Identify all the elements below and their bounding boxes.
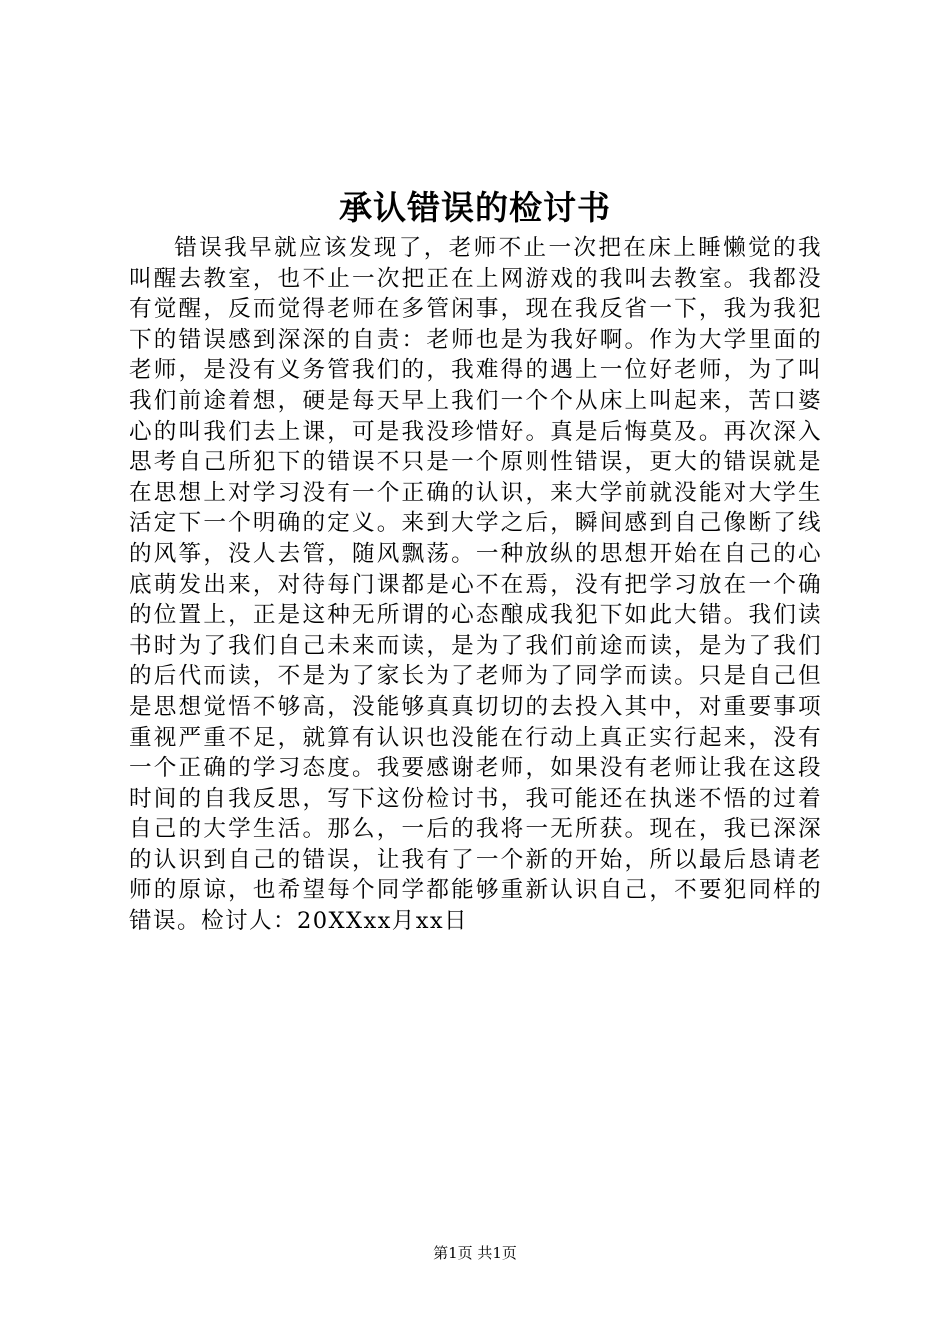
document-body: 错误我早就应该发现了，老师不止一次把在床上睡懒觉的我叫醒去教室，也不止一次把正在上网游戏的我叫去教室。我都没有觉醒，反而觉得老师在多管闲事，现在我反省一下，我为我犯下的错误感到深深的自责：老师也是为我好啊。作为大学里面的老师，是没有义务管我们的，我难得的遇上一位好老师，为了叫我们前途着想，硬是每天早上我们一个个从床上叫起来，苦口婆心的叫我们去上课，可是我没珍惜好。真是后悔莫及。再次深入思考自己所犯下的错误不只是一个原则性错误，更大的错误就是在思想上对学习没有一个正确的认识，来大学前就没能对大学生活定下一个明确的定义。来到大学之后，瞬间感到自己像断了线的风筝，没人去管，随风飘荡。一种放纵的思想开始在自己的心底萌发出来，对待每门课都是心不在焉，没有把学习放在一个确的位置上，正是这种无所谓的心态酿成我犯下如此大错。我们读书时为了我们自己未来而读，是为了我们前途而读，是为了我们的后代而读，不是为了家长为了老师为了同学而读。只是自己但是思想觉悟不够高，没能够真真切切的去投入其中，对重要事项重视严重不足，就算有认识也没能在行动上真正实行起来，没有一个正确的学习态度。我要感谢老师，如果没有老师让我在这段时间的自我反思，写下这份检讨书，我可能还在执迷不悟的过着自己的大学生活。那么，一后的我将一无所获。现在，我已深深的认识到自己的错误，让我有了一个新的开始，所以最后恳请老师的原谅，也希望每个同学都能够重新认识自己，不要犯同样的错误。检讨人：20XXxx月xx日 [129,235,822,935]
page-footer: 第1页 共1页 [433,1244,517,1262]
document-title: 承认错误的检讨书 [339,188,611,227]
